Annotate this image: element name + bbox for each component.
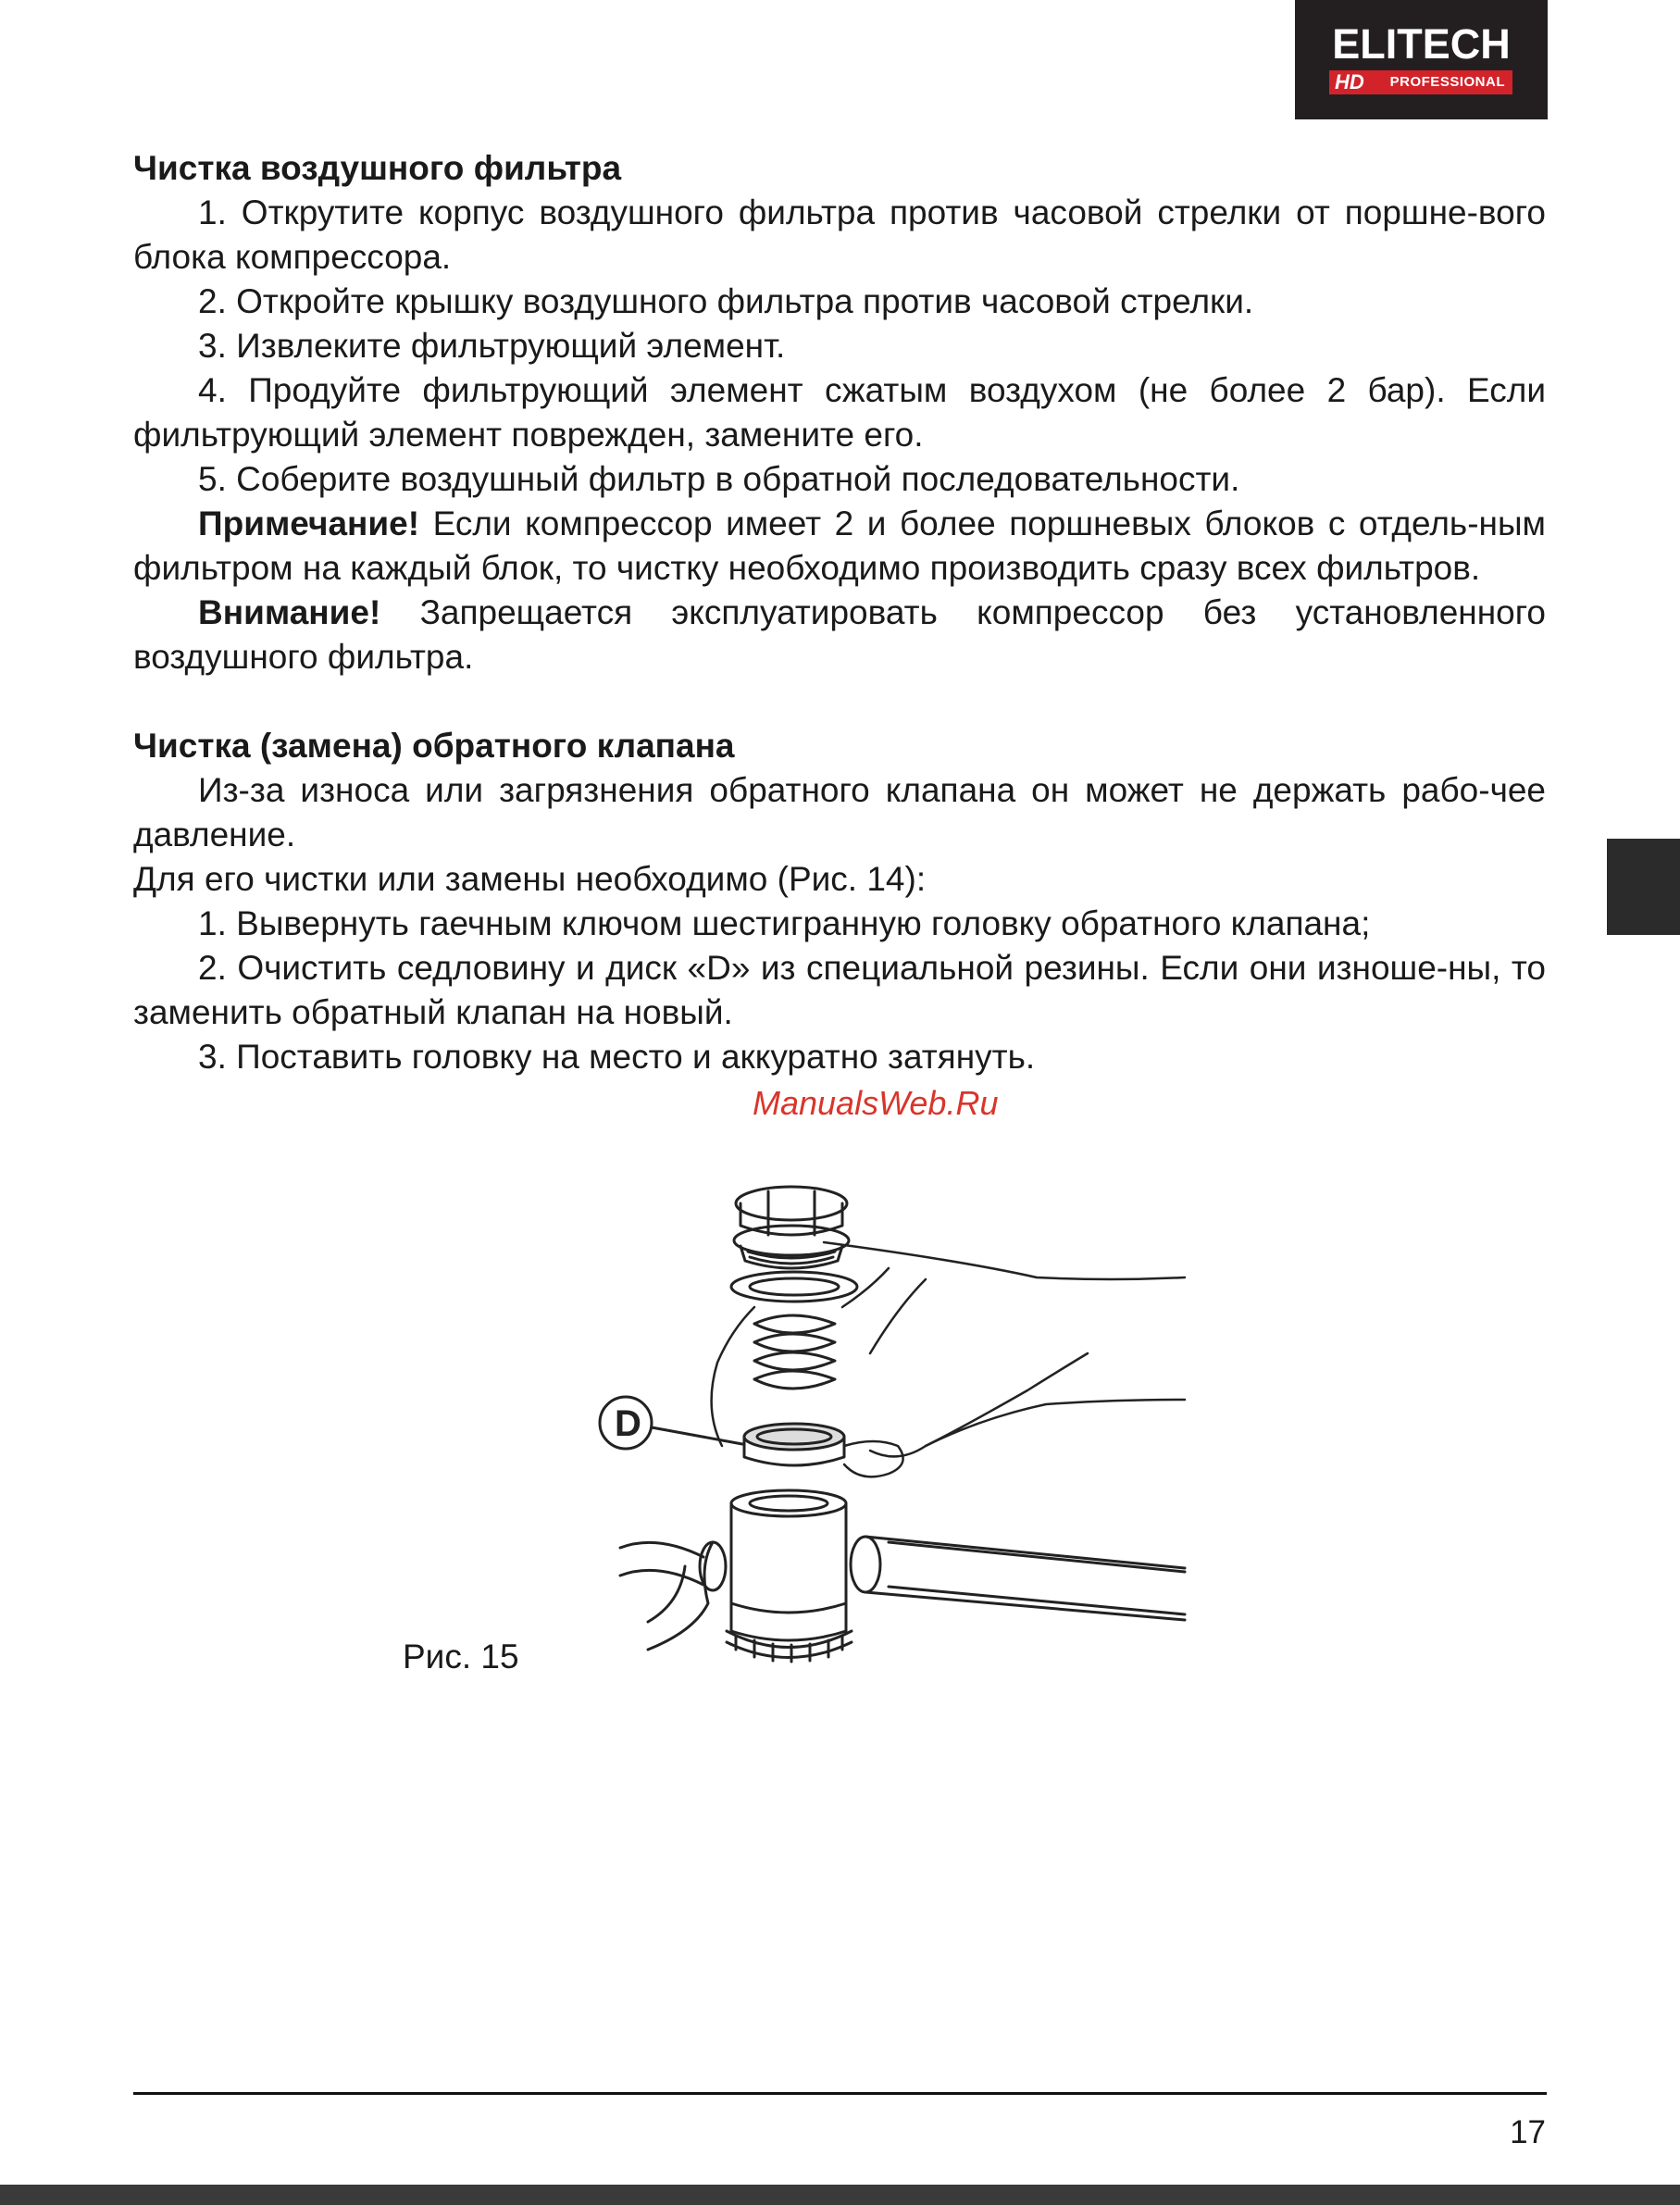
- note-label: Примечание!: [198, 505, 420, 542]
- disc-callout-label: D: [615, 1403, 641, 1444]
- air-filter-note: [133, 502, 1546, 591]
- brand-logo: [1295, 0, 1548, 119]
- pipe-fittings: [620, 1537, 1185, 1650]
- valve-disc-d: [744, 1424, 844, 1465]
- valve-washer: [731, 1272, 857, 1302]
- air-filter-step-3: 3. Извлеките фильтрующий элемент.: [198, 327, 786, 365]
- valve-hex-head: [734, 1187, 849, 1268]
- logo-hd-text: HD: [1335, 70, 1364, 93]
- section-heading-air-filter: Чистка воздушного фильтра: [133, 149, 622, 187]
- watermark-text: ManualsWeb.Ru: [753, 1084, 999, 1122]
- air-filter-step-5: 5. Соберите воздушный фильтр в обратной последовательности.: [198, 460, 1240, 498]
- check-valve-step-2: 2. Очистить седловину и диск «D» из специальной резины. Если они изноше-ны, то заменить обратный клапан на новый.: [133, 949, 1546, 1031]
- air-filter-warning: [133, 591, 1546, 679]
- air-filter-step-2: 2. Откройте крышку воздушного фильтра против часовой стрелки.: [198, 282, 1254, 320]
- valve-spring: [754, 1315, 835, 1389]
- logo-subline: [1329, 70, 1512, 94]
- section-heading-check-valve: Чистка (замена) обратного клапана: [133, 727, 735, 765]
- logo-brand-text: ELITECH: [1332, 20, 1511, 68]
- check-valve-illustration: [592, 1168, 1194, 1705]
- check-valve-step-1: 1. Вывернуть гаечным ключом шестигранную головку обратного клапана;: [198, 904, 1371, 942]
- note-text: Если компрессор имеет 2 и более поршневых блоков с отдель-ным фильтром на каждый блок, то чистку необходимо производить сразу всех фильтров.: [133, 505, 1546, 587]
- warning-label: Внимание!: [198, 593, 381, 631]
- logo-professional-text: PROFESSIONAL: [1389, 74, 1505, 90]
- section-side-tab: [1607, 839, 1680, 935]
- air-filter-step-1: 1. Открутите корпус воздушного фильтра против часовой стрелки от поршне-вого блока компрессора.: [133, 193, 1546, 276]
- page-number: 17: [1510, 2114, 1546, 2150]
- figure-caption: Рис. 15: [403, 1638, 519, 1676]
- valve-body: [727, 1490, 852, 1662]
- footer-rule: [133, 2092, 1547, 2095]
- warning-text: Запрещается эксплуатировать компрессор без установленного воздушного фильтра.: [133, 593, 1546, 676]
- air-filter-step-4: 4. Продуйте фильтрующий элемент сжатым воздухом (не более 2 бар). Если фильтрующий элемент поврежден, замените его.: [133, 371, 1546, 454]
- check-valve-intro: Из-за износа или загрязнения обратного клапана он может не держать рабо-чее давление.: [133, 771, 1546, 853]
- bottom-bar: [0, 2185, 1680, 2205]
- page-content: [133, 146, 1546, 1079]
- check-valve-lead: Для его чистки или замены необходимо (Рис. 14):: [133, 860, 927, 898]
- check-valve-step-3: 3. Поставить головку на место и аккуратно затянуть.: [198, 1038, 1036, 1076]
